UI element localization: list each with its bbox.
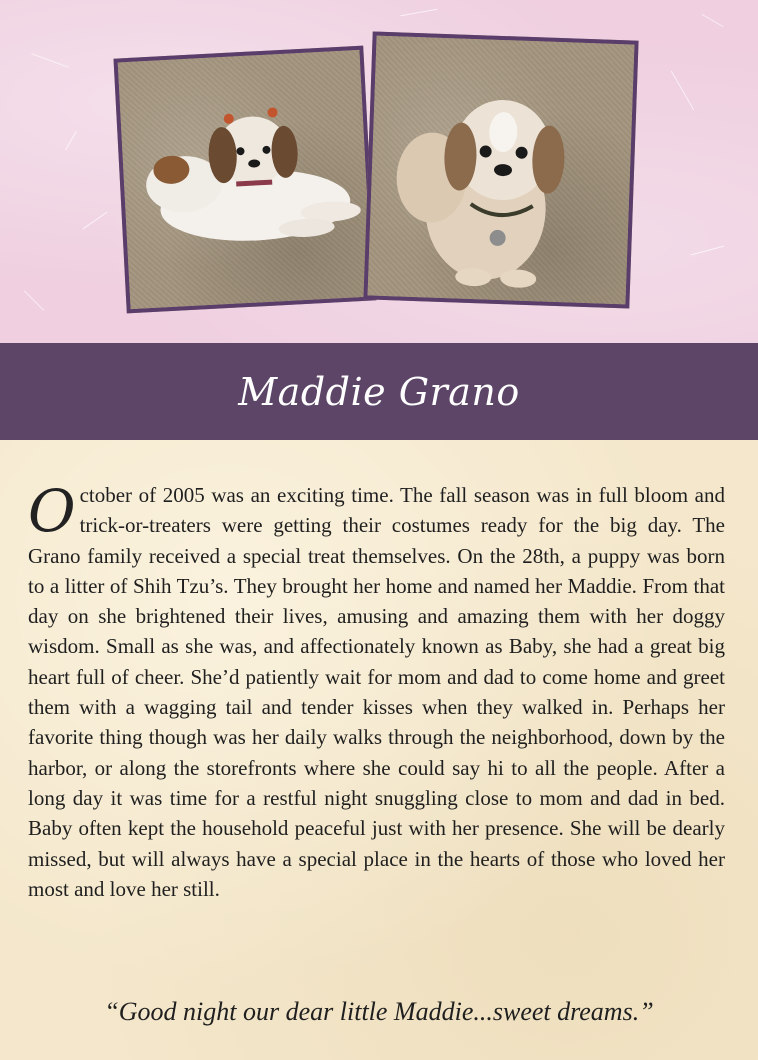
memorial-story [28,477,725,904]
drop-cap-letter: O [28,477,76,545]
story-text: ctober of 2005 was an exciting time. The fall season was in full bloom and trick-or-treaters were getting their costumes ready for the big day. The Grano family received a special treat themselves. On the 28th, a puppy was born to a litter of Shih Tzu’s. They brought her home and named her Maddie. From that day on she brightened their lives, amusing and amazing them with her doggy wisdom. Small as she was, and affectionately known as Baby, she had a great big heart full of cheer. She’d patiently wait for mom and dad to come home and greet them with a wagging tail and tender kisses when they walked in. Perhaps her favorite thing though was her daily walks through the neighborhood, down by the harbor, or along the storefronts where she could say hi to all the people. After a long day it was time for a restful night snuggling close to mom and dad in bed. Baby often kept the household peaceful just with her presence. She will be dearly missed, but will always have a special place in the hearts of those who loved her most and love her still. [28,483,725,901]
memorial-name: Maddie Grano [238,369,520,414]
title-band [0,343,758,440]
photo-dog-lying [113,46,376,314]
closing-quote: “Good night our dear little Maddie...sweet dreams.” [104,997,654,1026]
photo-dog-sitting [363,31,638,308]
pink-paper-header [0,0,758,343]
